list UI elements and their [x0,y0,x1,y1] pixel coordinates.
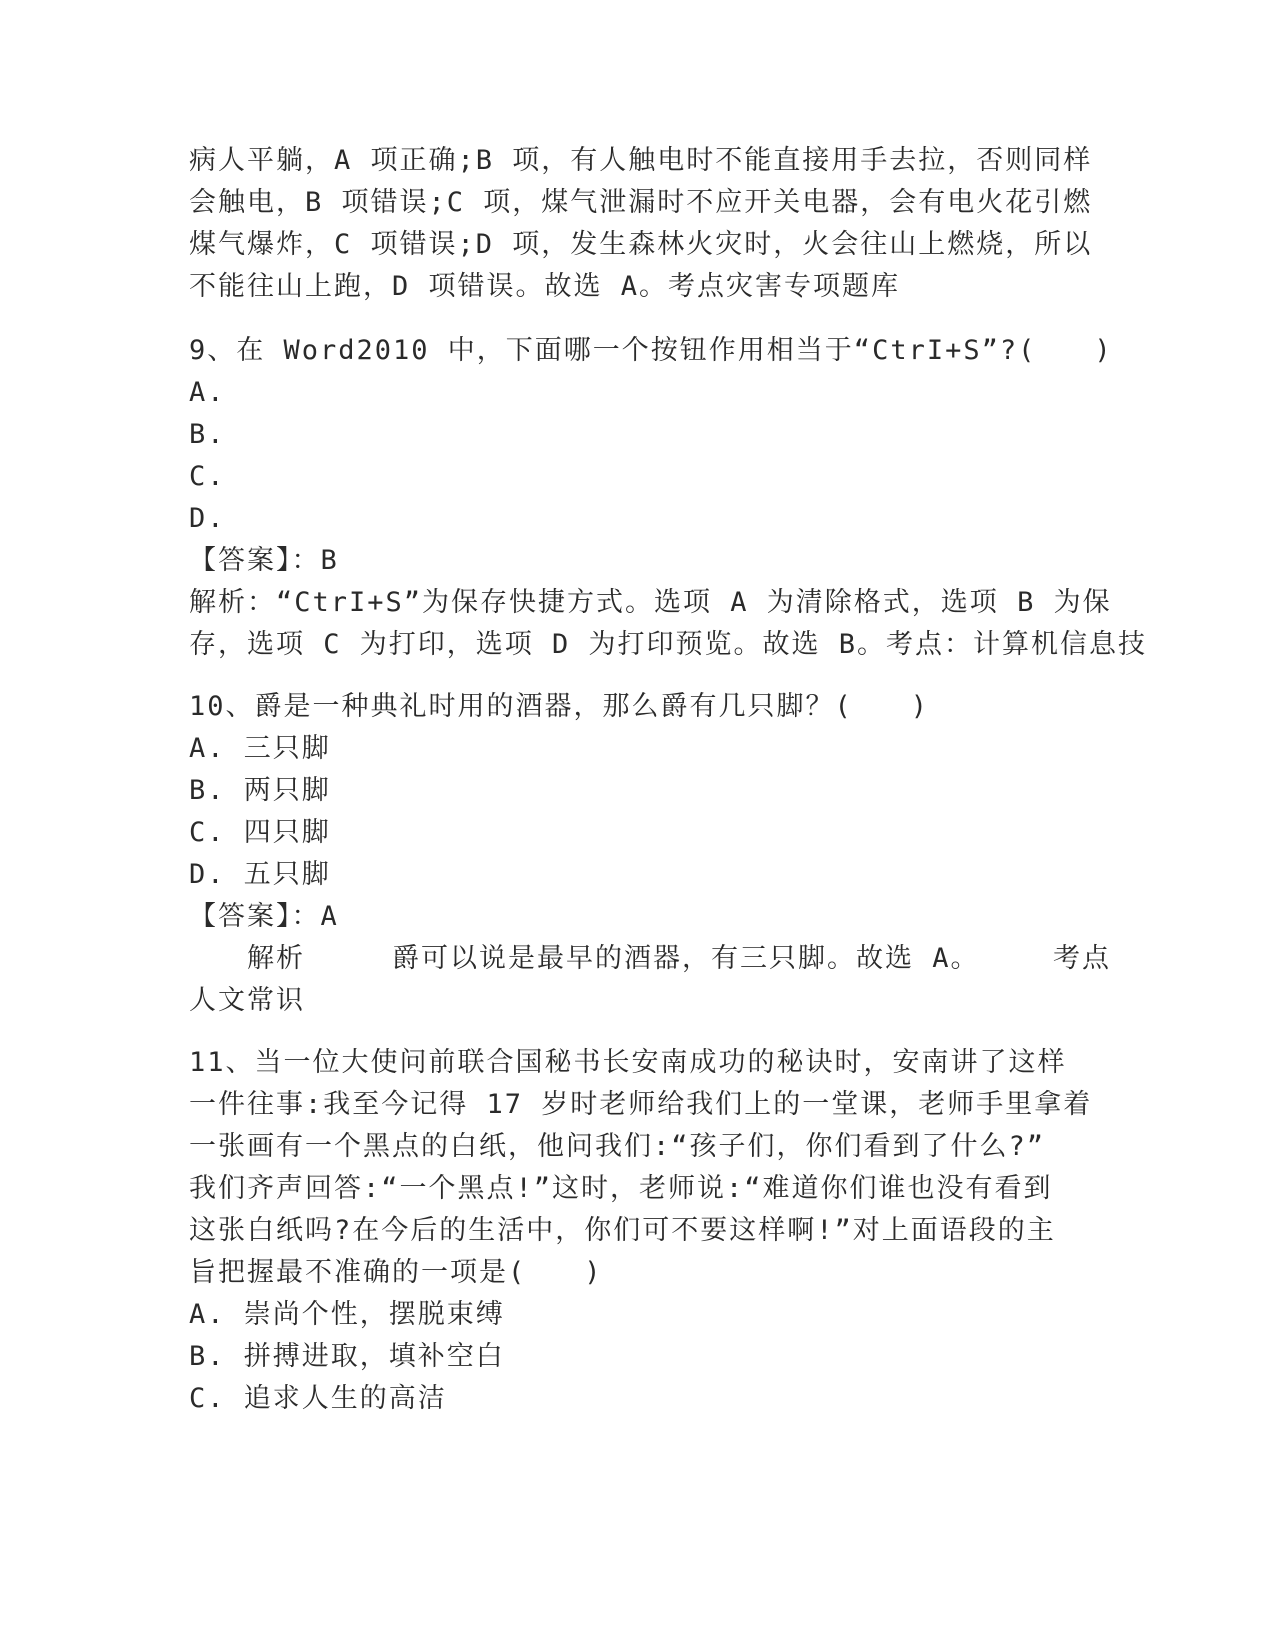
option-b: B. 两只脚 [189,775,331,806]
option-c: C. [189,461,226,492]
option-d: D. 五只脚 [189,859,331,890]
question-11-stem: 11、当一位大使问前联合国秘书长安南成功的秘诀时，安南讲了这样 [189,1047,1067,1078]
question-11-stem: 一张画有一个黑点的白纸，他问我们:“孩子们，你们看到了什么?” [189,1131,1046,1162]
analysis-text: 存，选项 C 为打印，选项 D 为打印预览。故选 B。考点：计算机信息技 [189,629,1148,660]
option-b: B. [189,419,226,450]
answer-label: 【答案】：B [189,545,339,576]
answer-label: 【答案】：A [189,901,339,932]
text-line: 煤气爆炸，C 项错误;D 项，发生森林火灾时，火会往山上燃烧，所以 [189,229,1093,260]
question-11-stem: 这张白纸吗?在今后的生活中，你们可不要这样啊!”对上面语段的主 [189,1215,1056,1246]
option-a: A. 三只脚 [189,733,331,764]
question-11-stem: 我们齐声回答:“一个黑点!”这时，老师说:“难道你们谁也没有看到 [189,1173,1053,1204]
question-11-stem: 旨把握最不准确的一项是( ) [189,1257,603,1288]
analysis-text: 人文常识 [189,985,305,1016]
text-line: 病人平躺，A 项正确;B 项，有人触电时不能直接用手去拉，否则同样 [189,145,1093,176]
text-line: 会触电，B 项错误;C 项，煤气泄漏时不应开关电器，会有电火花引燃 [189,187,1093,218]
option-a: A. 崇尚个性，摆脱束缚 [189,1299,505,1330]
question-10-stem: 10、爵是一种典礼时用的酒器，那么爵有几只脚？( ) [189,691,930,722]
option-a: A. [189,377,226,408]
question-9-stem: 9、在 Word2010 中，下面哪一个按钮作用相当于“CtrI+S”?( ) [189,335,1113,366]
option-c: C. 四只脚 [189,817,331,848]
option-d: D. [189,503,226,534]
option-c: C. 追求人生的高洁 [189,1383,447,1414]
option-b: B. 拼搏进取，填补空白 [189,1341,505,1372]
text-line: 不能往山上跑，D 项错误。故选 A。考点灾害专项题库 [189,271,901,302]
question-11-stem: 一件往事:我至今记得 17 岁时老师给我们上的一堂课，老师手里拿着 [189,1089,1093,1120]
analysis-text: 解析：“CtrI+S”为保存快捷方式。选项 A 为清除格式，选项 B 为保 [189,587,1112,618]
analysis-text: 解析 爵可以说是最早的酒器，有三只脚。故选 A。 考点 [189,943,1112,974]
